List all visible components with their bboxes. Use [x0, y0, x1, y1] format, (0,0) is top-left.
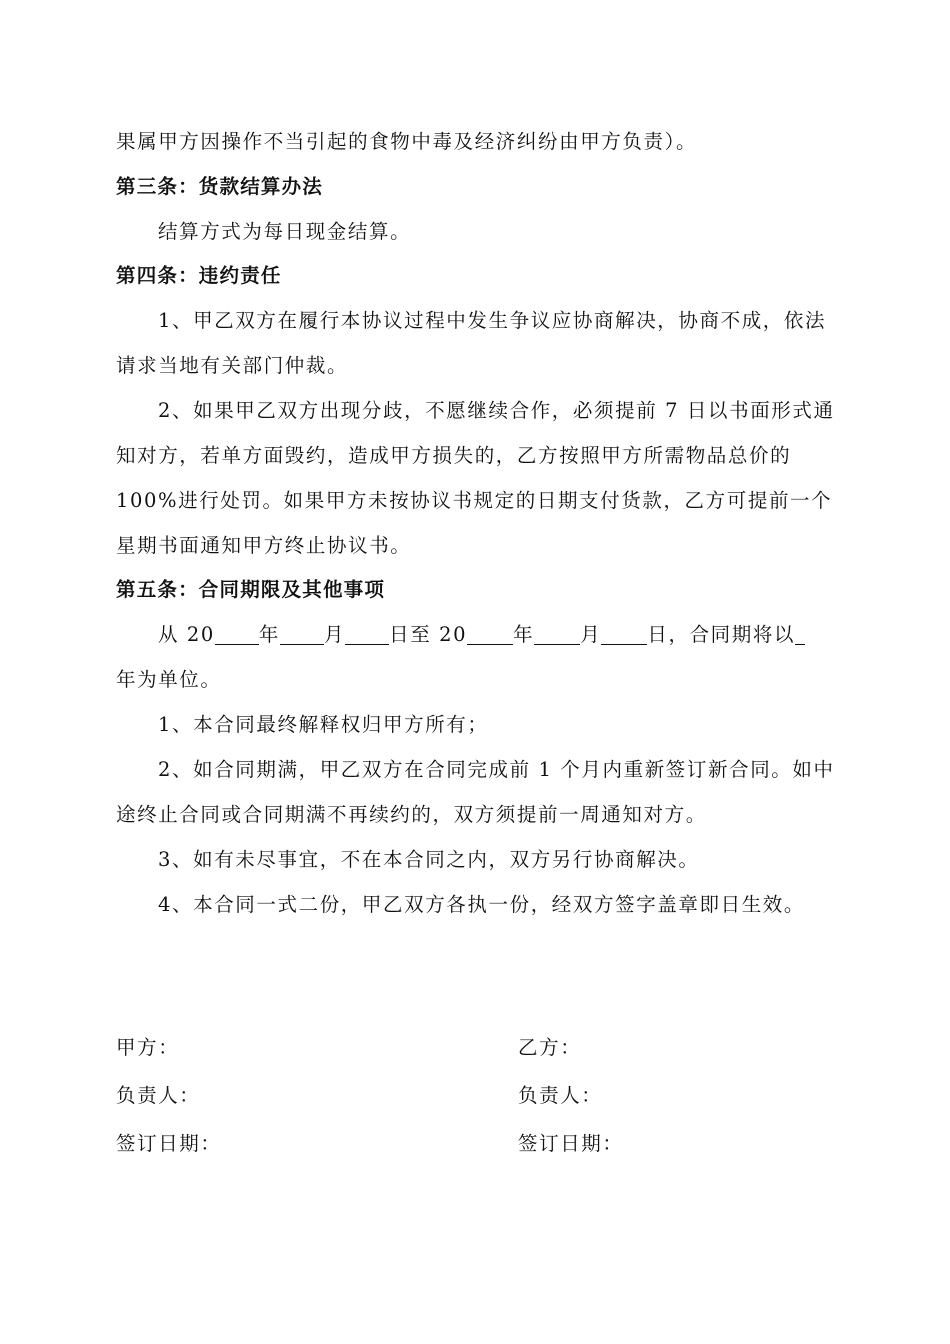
day-blank[interactable]	[345, 624, 389, 645]
sign-date-a-label: 签订日期：	[116, 1132, 222, 1155]
sign-date-b-label: 签订日期：	[518, 1132, 624, 1155]
contract-term-line	[158, 621, 840, 649]
term-year-text: 年	[513, 623, 535, 646]
paragraph-line: 果属甲方因操作不当引起的食物中毒及经济纠纷由甲方负责）。	[116, 130, 698, 153]
month-blank[interactable]	[280, 624, 324, 645]
article-4-heading: 第四条：违约责任	[116, 264, 282, 287]
term-month-text: 月	[324, 623, 346, 646]
year-blank[interactable]	[215, 624, 259, 645]
party-b-label: 乙方：	[518, 1036, 582, 1059]
responsible-b-label: 负责人：	[518, 1084, 603, 1107]
paragraph-line: 星期书面通知甲方终止协议书。	[116, 534, 412, 557]
term-day-text: 日，合同期将以	[647, 623, 796, 646]
term-month-text: 月	[580, 623, 602, 646]
day-blank[interactable]	[601, 624, 647, 645]
responsible-a-label: 负责人：	[116, 1084, 201, 1107]
paragraph-line: 1、本合同最终解释权归甲方所有；	[158, 713, 489, 736]
paragraph-line: 3、如有未尽事宜，不在本合同之内，双方另行协商解决。	[158, 848, 700, 871]
month-blank[interactable]	[534, 624, 580, 645]
paragraph-line: 100%进行处罚。如果甲方未按协议书规定的日期支付货款，乙方可提前一个	[116, 489, 833, 512]
article-3-heading: 第三条：货款结算办法	[116, 175, 324, 198]
paragraph-line: 1、甲乙双方在履行本协议过程中发生争议应协商解决，协商不成，依法	[158, 309, 827, 332]
party-a-label: 甲方：	[116, 1036, 180, 1059]
paragraph-line: 2、如果甲乙双方出现分歧，不愿继续合作，必须提前 7 日以书面形式通	[158, 399, 835, 422]
year-blank[interactable]	[467, 624, 513, 645]
term-year-text: 年	[258, 623, 281, 646]
term-to-text: 日至 20	[389, 623, 468, 646]
article-5-heading: 第五条：合同期限及其他事项	[116, 578, 386, 601]
paragraph-line: 请求当地有关部门仲裁。	[116, 354, 349, 377]
paragraph-line: 途终止合同或合同期满不再续约的，双方须提前一周通知对方。	[116, 803, 707, 826]
unit-blank[interactable]	[795, 624, 805, 645]
paragraph-line: 4、本合同一式二份，甲乙双方各执一份，经双方签字盖章即日生效。	[158, 893, 806, 916]
paragraph-line: 结算方式为每日现金结算。	[158, 220, 412, 243]
paragraph-line: 年为单位。	[116, 668, 222, 691]
term-from-text: 从 20	[158, 623, 215, 646]
paragraph-line: 知对方，若单方面毁约，造成甲方损失的，乙方按照甲方所需物品总价的	[116, 444, 792, 467]
paragraph-line: 2、如合同期满，甲乙双方在合同完成前 1 个月内重新签订新合同。如中	[158, 758, 835, 781]
